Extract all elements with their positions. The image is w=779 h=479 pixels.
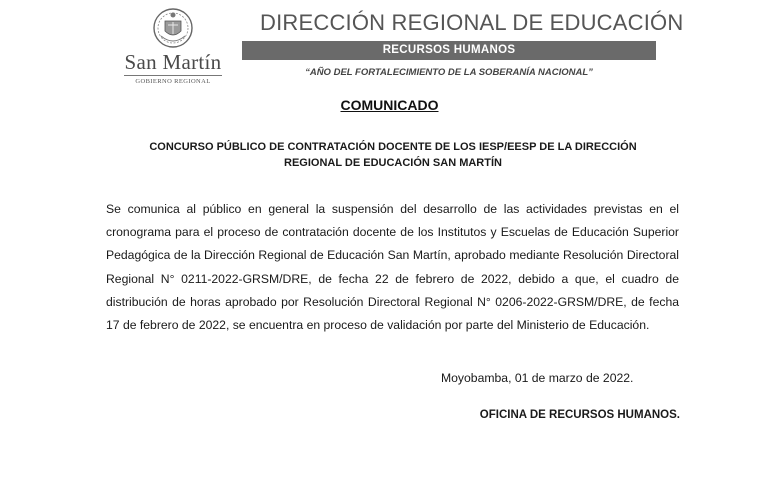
place-date: Moyobamba, 01 de marzo de 2022. <box>441 371 634 385</box>
logo-subtitle: GOBIERNO REGIONAL <box>135 78 211 85</box>
regional-logo <box>118 6 228 86</box>
logo-name: San Martín <box>124 50 222 74</box>
document-title: COMUNICADO <box>340 97 439 113</box>
coat-of-arms-icon <box>151 6 195 50</box>
letterhead <box>0 0 779 92</box>
subject-line-1: CONCURSO PÚBLICO DE CONTRATACIÓN DOCENTE DE LOS IESP/EESP DE LA DIRECCIÓN <box>149 141 637 153</box>
body-paragraph: Se comunica al público en general la suspensión del desarrollo de las actividades previstas en el cronograma para el proceso de contratación docente de los Institutos y Escuelas de Educación Superior Pedagógica de la Dirección Regional de Educación San Martín, aprobado mediante Resolución Directoral Regional N° 0211-2022-GRSM/DRE, de fecha 22 de febrero de 2022, debido a que, el cuadro de distribución de horas aprobado por Resolución Directoral Regional N° 0206-2022-GRSM/DRE, de fecha 17 de febrero de 2022, se encuentra en proceso de validación por parte del Ministerio de Educación. <box>106 202 679 333</box>
organization-title: DIRECCIÓN REGIONAL DE EDUCACIÓN <box>260 10 684 35</box>
year-motto: “AÑO DEL FORTALECIMIENTO DE LA SOBERANÍA NACIONAL” <box>305 67 593 78</box>
logo-divider <box>124 75 222 76</box>
subject-heading <box>110 139 676 171</box>
subject-line-2: REGIONAL DE EDUCACIÓN SAN MARTÍN <box>284 157 502 169</box>
department-bar: RECURSOS HUMANOS <box>242 41 656 60</box>
document-title-wrap <box>0 97 779 115</box>
signoff-office: OFICINA DE RECURSOS HUMANOS. <box>479 409 680 421</box>
